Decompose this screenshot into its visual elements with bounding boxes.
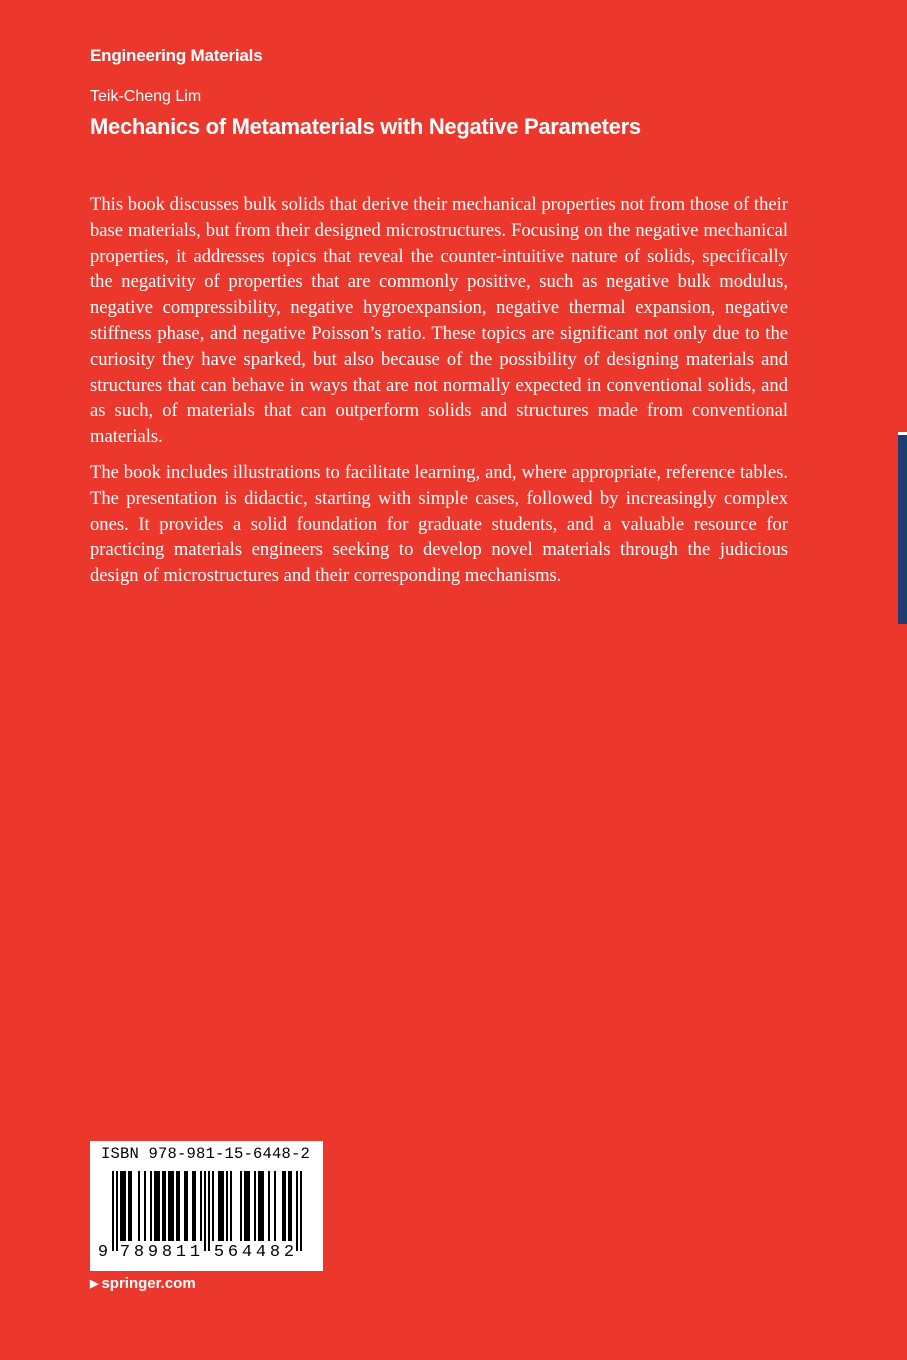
isbn-label: ISBN 978-981-15-6448-2 (101, 1145, 311, 1163)
barcode-bar (208, 1171, 210, 1251)
barcode-bar (176, 1171, 178, 1241)
barcode-bar (200, 1171, 202, 1241)
barcode-graphic (90, 1141, 323, 1271)
barcode-bar (218, 1171, 220, 1241)
barcode-bar (194, 1171, 196, 1241)
barcode-bar (222, 1171, 224, 1241)
barcode-digit: 7 (119, 1243, 131, 1262)
barcode-bar (168, 1171, 170, 1241)
description-paragraph-2: The book includes illustrations to facilitate learning, and, where appropriate, reference tables. The presentation is didactic, starting with simple cases, followed by increasingly complex ones. It provides a solid foundation for graduate students, and a valuable resource for practicing materials engineers seeking to develop novel materials through the judicious design of microstructures and their corresponding mechanisms. (90, 461, 788, 587)
barcode-bar (296, 1171, 298, 1251)
barcode-bar (268, 1171, 270, 1241)
barcode-bar (150, 1171, 152, 1241)
book-title: Mechanics of Metamaterials with Negative Parameters (90, 114, 641, 139)
barcode-bar (204, 1171, 206, 1251)
barcode-bar (170, 1171, 172, 1241)
barcode-bars (112, 1171, 302, 1251)
barcode-digit: 4 (241, 1243, 253, 1262)
barcode-bar (162, 1171, 164, 1241)
description-paragraph-1: This book discusses bulk solids that derive their mechanical properties not from those of their base materials, but from their designed microstructures. Focusing on the negative mechanical properties, it addresses topics that reveal the counter-intuitive nature of solids, specifically the negativity of properties that are commonly positive, such as negative bulk modulus, negative compressibility, negative hygroexpansion, negative thermal expansion, negative stiffness phase, and negative Poisson’s ratio. These topics are significant not only due to the curiosity they have sparked, but also because of the possibility of designing materials and structures that can behave in ways that are not normally expected in conventional solids, and as such, of materials that can outperform solids and structures made from conventional materials. (90, 194, 788, 448)
barcode-digit: 1 (175, 1243, 187, 1262)
barcode-bar (254, 1171, 256, 1241)
barcode-bar (290, 1171, 292, 1241)
barcode-bar (164, 1171, 166, 1241)
barcode-bar (226, 1171, 228, 1241)
barcode-bar (186, 1171, 188, 1241)
barcode-bar (178, 1171, 180, 1241)
barcode-bar (116, 1171, 118, 1251)
isbn-barcode (90, 1141, 323, 1271)
barcode-bar (156, 1171, 158, 1241)
barcode-bar (120, 1171, 122, 1241)
barcode-bar (172, 1171, 174, 1241)
triangle-arrow-icon: ▶ (90, 1278, 99, 1290)
barcode-bar (260, 1171, 262, 1241)
author-name: Teik-Cheng Lim (90, 88, 202, 105)
barcode-digit: 6 (227, 1243, 239, 1262)
barcode-digit: 1 (189, 1243, 201, 1262)
barcode-bar (288, 1171, 290, 1241)
barcode-bar (240, 1171, 242, 1241)
barcode-bar (282, 1171, 284, 1241)
barcode-bar (154, 1171, 156, 1241)
barcode-bar (300, 1171, 302, 1251)
publisher-link-text: springer.com (101, 1275, 196, 1292)
barcode-bar (128, 1171, 130, 1241)
barcode-digit: 8 (133, 1243, 145, 1262)
barcode-digit: 9 (97, 1243, 109, 1262)
barcode-digit: 4 (255, 1243, 267, 1262)
barcode-digit: 5 (213, 1243, 225, 1262)
barcode-bar (284, 1171, 286, 1241)
edge-accent-bar (898, 432, 907, 624)
barcode-bar (192, 1171, 194, 1241)
barcode-bar (122, 1171, 124, 1241)
barcode-bar (244, 1171, 246, 1241)
barcode-bar (248, 1171, 250, 1241)
publisher-link[interactable] (90, 1275, 196, 1292)
barcode-bar (138, 1171, 140, 1241)
barcode-bar (184, 1171, 186, 1241)
barcode-digit: 8 (161, 1243, 173, 1262)
barcode-bar (246, 1171, 248, 1241)
barcode-bar (230, 1171, 232, 1241)
barcode-bar (144, 1171, 146, 1241)
barcode-bar (124, 1171, 126, 1241)
barcode-bar (274, 1171, 276, 1241)
barcode-bar (130, 1171, 132, 1241)
barcode-digit: 2 (283, 1243, 295, 1262)
barcode-bar (212, 1171, 214, 1241)
barcode-digit: 9 (147, 1243, 159, 1262)
barcode-digit: 8 (269, 1243, 281, 1262)
description (90, 192, 788, 599)
barcode-bar (220, 1171, 222, 1241)
barcode-bar (158, 1171, 160, 1241)
series-name: Engineering Materials (90, 46, 263, 65)
barcode-bar (262, 1171, 264, 1241)
barcode-bar (258, 1171, 260, 1241)
barcode-bar (112, 1171, 114, 1251)
barcode-digits (98, 1243, 294, 1262)
